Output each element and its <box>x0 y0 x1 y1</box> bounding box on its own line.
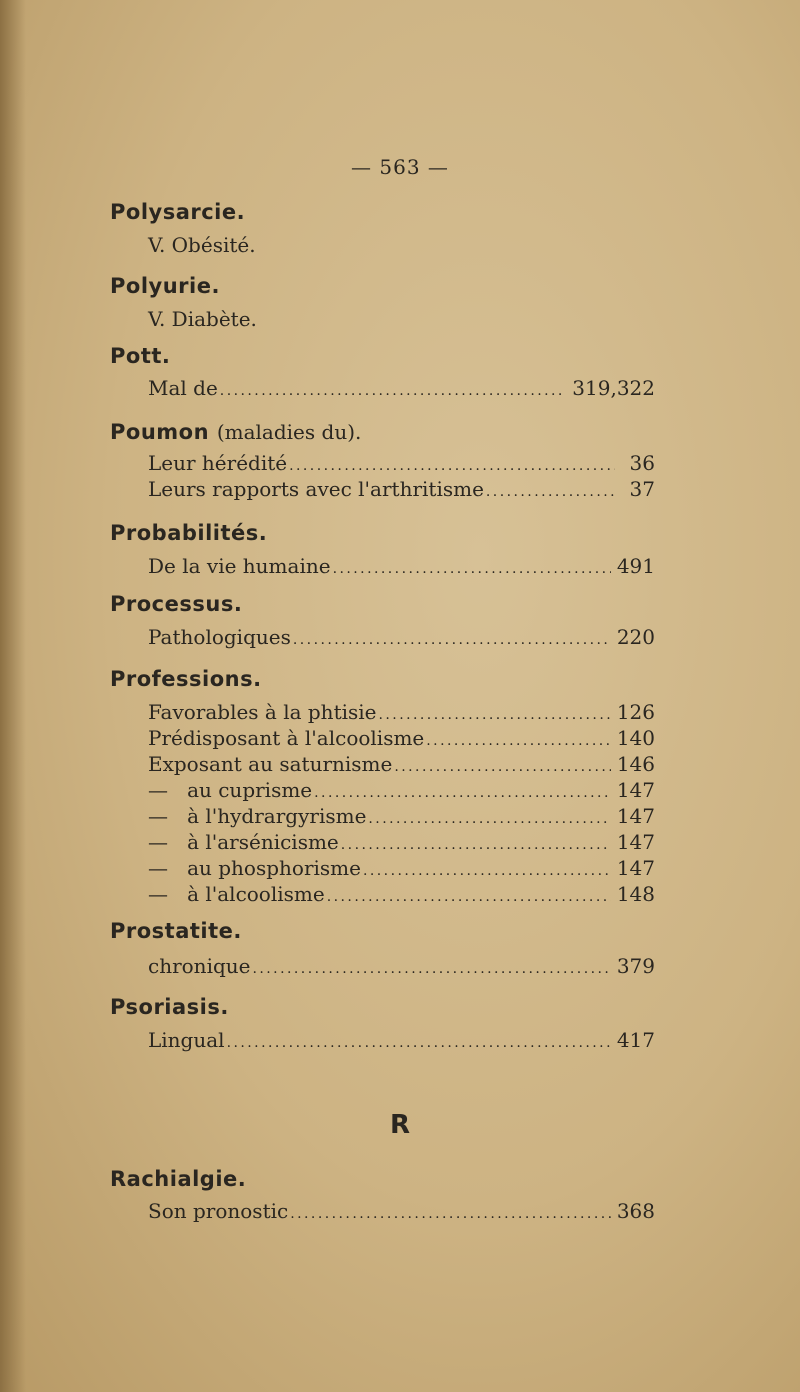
index-heading: Pott. <box>110 344 171 368</box>
index-entry <box>148 829 655 855</box>
entry-page: 37 <box>629 477 655 501</box>
entry-label: V. Diabète. <box>148 307 257 331</box>
entry-page: 140 <box>616 726 655 750</box>
index-entry <box>148 232 655 258</box>
index-entry <box>148 881 655 907</box>
heading-sub: (maladies du). <box>216 420 362 444</box>
entry-page: 147 <box>616 778 655 802</box>
entry-page: 417 <box>616 1028 655 1052</box>
index-entry <box>148 803 655 829</box>
index-heading: Probabilités. <box>110 521 268 545</box>
index-entry <box>148 553 655 579</box>
entry-page: 368 <box>616 1199 655 1223</box>
entry-label: Prédisposant à l'alcoolisme <box>148 726 425 750</box>
entry-page: 148 <box>616 882 655 906</box>
leader-dots <box>486 479 615 505</box>
index-entry <box>148 450 655 476</box>
index-entry <box>148 777 655 803</box>
index-heading: Rachialgie. <box>110 1167 247 1191</box>
heading-main: Poumon <box>110 420 210 444</box>
index-entry <box>148 1198 655 1224</box>
leader-dots <box>290 1201 611 1227</box>
index-entry <box>148 1027 655 1053</box>
entry-label: De la vie humaine <box>148 554 331 578</box>
entry-label: — à l'hydrargyrisme <box>148 804 367 828</box>
entry-label: V. Obésité. <box>148 233 256 257</box>
index-heading: Psoriasis. <box>110 995 229 1019</box>
entry-label: Leurs rapports avec l'arthritisme <box>148 477 484 501</box>
index-entry <box>148 953 655 979</box>
leader-dots <box>327 884 611 910</box>
entry-label: — au phosphorisme <box>148 856 361 880</box>
entry-label: — à l'arsénicisme <box>148 830 339 854</box>
entry-label: Favorables à la phtisie <box>148 700 377 724</box>
index-heading: Professions. <box>110 667 262 691</box>
entry-page: 220 <box>616 625 655 649</box>
index-heading: Processus. <box>110 592 243 616</box>
index-heading: Polysarcie. <box>110 200 246 224</box>
entry-page: 36 <box>629 451 655 475</box>
index-entry <box>148 725 655 751</box>
entry-page: 379 <box>616 954 655 978</box>
entry-label: Leur hérédité <box>148 451 288 475</box>
entry-page: 147 <box>616 804 655 828</box>
entry-page: 491 <box>616 554 655 578</box>
entry-label: Son pronostic <box>148 1199 289 1223</box>
index-entry <box>148 751 655 777</box>
entry-label: Mal de <box>148 376 218 400</box>
index-entry <box>148 306 655 332</box>
section-letter: R <box>389 1110 411 1140</box>
entry-label: chronique <box>148 954 251 978</box>
leader-dots <box>252 956 610 982</box>
entry-page: 147 <box>616 830 655 854</box>
index-entry <box>148 476 655 502</box>
entry-page: 126 <box>616 700 655 724</box>
index-entry <box>148 855 655 881</box>
index-heading <box>110 420 361 444</box>
entry-page: 147 <box>616 856 655 880</box>
entry-label: Pathologiques <box>148 625 291 649</box>
entry-page: 146 <box>616 752 655 776</box>
index-entry <box>148 624 655 650</box>
entry-label: Exposant au saturnisme <box>148 752 393 776</box>
entry-label: Lingual <box>148 1028 225 1052</box>
entry-label: — à l'alcoolisme <box>148 882 325 906</box>
index-heading: Prostatite. <box>110 919 242 943</box>
leader-dots <box>220 378 566 404</box>
page-number: — 563 — <box>351 155 449 179</box>
entry-page: 319,322 <box>572 376 655 400</box>
index-heading: Polyurie. <box>110 274 220 298</box>
leader-dots <box>293 627 611 653</box>
leader-dots <box>227 1030 611 1056</box>
leader-dots <box>333 556 611 582</box>
entry-label: — au cuprisme <box>148 778 313 802</box>
index-entry <box>148 699 655 725</box>
index-entry <box>148 375 655 401</box>
